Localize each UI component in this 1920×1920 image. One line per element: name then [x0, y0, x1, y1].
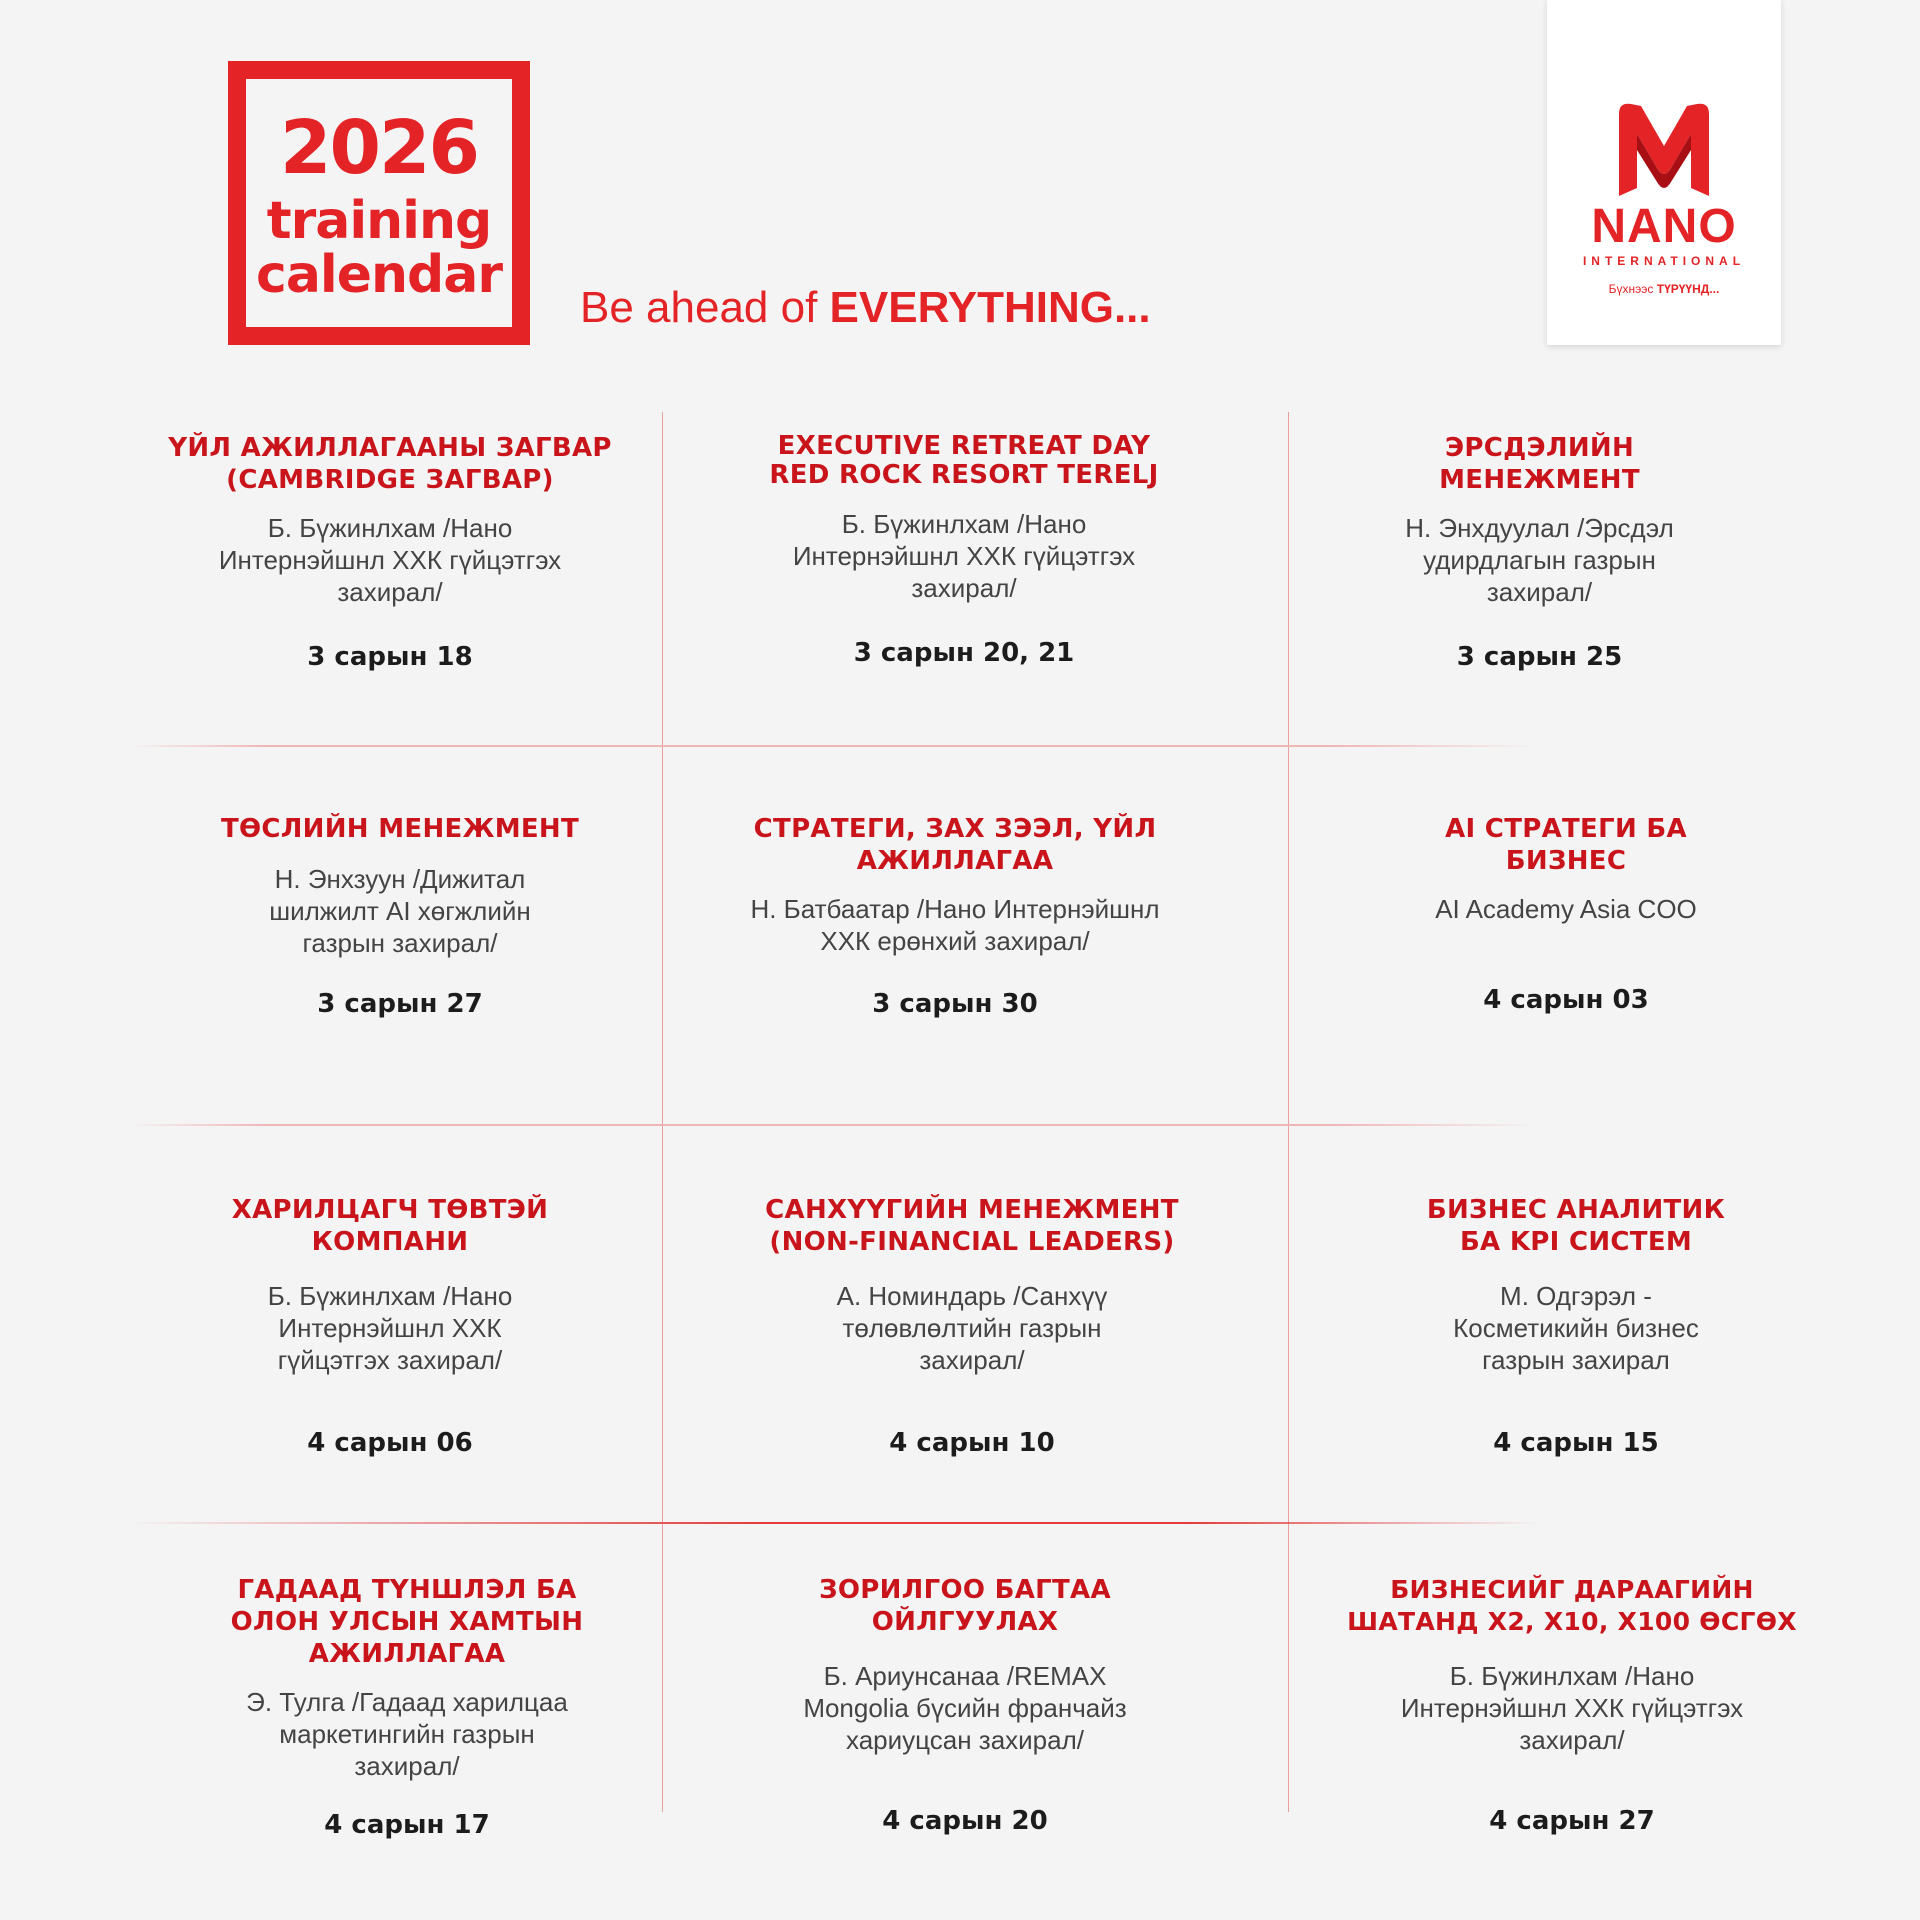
training-cell	[140, 432, 640, 682]
tagline-light: Be ahead of	[580, 283, 830, 332]
training-title: БИЗНЕСИЙГ ДАРААГИЙН ШАТАНД X2, X10, X100 ӨСГӨХ	[1347, 1575, 1797, 1636]
title-line-training: training	[266, 191, 492, 251]
grid-divider-vertical-1	[662, 412, 663, 1812]
nano-logo-icon	[1611, 100, 1717, 200]
training-title: ҮЙЛ АЖИЛЛАГААНЫ ЗАГВАР (CAMBRIDGE ЗАГВАР)	[168, 433, 612, 495]
training-date: 3 сарын 20, 21	[853, 638, 1075, 668]
training-date: 4 сарын 20	[882, 1806, 1048, 1836]
training-title: САНХҮҮГИЙН МЕНЕЖМЕНТ (NON-FINANCIAL LEADERS)	[765, 1195, 1179, 1257]
training-date: 4 сарын 15	[1493, 1428, 1659, 1458]
training-speaker: Н. Энхдуулал /Эрсдэл удирдлагын газрын захирал/	[1405, 513, 1674, 607]
training-title: ТӨСЛИЙН МЕНЕЖМЕНТ	[220, 814, 580, 844]
training-title: ЭРСДЭЛИЙН МЕНЕЖМЕНТ	[1439, 433, 1640, 495]
logo-slogan-bold: ТҮРҮҮНД...	[1656, 282, 1720, 296]
training-date: 4 сарын 03	[1483, 985, 1649, 1015]
training-speaker: Б. Бүжинлхам /Нано Интернэйшнл ХХК гүйцэтгэх захирал/	[792, 509, 1136, 603]
training-cell	[714, 432, 1214, 682]
training-title: ЗОРИЛГОО БАГТАА ОЙЛГУУЛАХ	[819, 1575, 1111, 1637]
training-speaker: Н. Энхзуун /Дижитал шилжилт AI хөгжлийн газрын захирал/	[269, 864, 531, 958]
training-cell	[1326, 1194, 1826, 1474]
title-line-calendar: calendar	[256, 245, 502, 305]
training-date: 3 сарын 18	[307, 642, 473, 672]
training-date: 4 сарын 10	[889, 1428, 1055, 1458]
training-title: ХАРИЛЦАГЧ ТӨВТЭЙ КОМПАНИ	[231, 1195, 549, 1257]
grid-divider-horizontal-3	[128, 1522, 1538, 1524]
year-label: 2026	[280, 105, 478, 191]
training-speaker: Б. Бүжинлхам /Нано Интернэйшнл ХХК гүйцэтгэх захирал/	[1400, 1661, 1744, 1755]
tagline	[580, 283, 1151, 333]
training-speaker: Н. Батбаатар /Нано Интернэйшнл ХХК ерөнхий захирал/	[750, 894, 1160, 956]
nano-logo-card	[1547, 0, 1781, 345]
training-speaker: Б. Бүжинлхам /Нано Интернэйшнл ХХК гүйцэтгэх захирал/	[218, 513, 562, 607]
training-date: 4 сарын 17	[324, 1810, 490, 1840]
training-date: 3 сарын 25	[1456, 642, 1623, 672]
training-date: 3 сарын 27	[317, 989, 483, 1019]
training-title: ГАДААД ТҮНШЛЭЛ БА ОЛОН УЛСЫН ХАМТЫН АЖИЛЛАГАА	[230, 1575, 584, 1669]
training-speaker: А. Номиндарь /Санхүү төлөвлөлтийн газрын захирал/	[836, 1281, 1108, 1375]
grid-divider-horizontal-2	[128, 1124, 1538, 1126]
training-date: 3 сарын 30	[872, 989, 1038, 1019]
training-title: СТРАТЕГИ, ЗАХ ЗЭЭЛ, ҮЙЛ АЖИЛЛАГАА	[753, 814, 1157, 876]
training-title: БИЗНЕС АНАЛИТИК БА KPI СИСТЕМ	[1426, 1195, 1726, 1257]
training-cell	[1316, 813, 1816, 1063]
grid-divider-vertical-2	[1288, 412, 1289, 1812]
training-title: EXECUTIVE RETREAT DAY RED ROCK RESORT TERELJ	[769, 431, 1159, 490]
logo-slogan	[1547, 282, 1781, 296]
training-speaker: AI Academy Asia COO	[1435, 894, 1697, 924]
tagline-bold: EVERYTHING...	[829, 283, 1151, 332]
logo-subtitle: INTERNATIONAL	[1582, 254, 1746, 268]
training-date: 4 сарын 27	[1489, 1806, 1655, 1836]
training-cell	[150, 813, 650, 1063]
training-cell	[705, 813, 1205, 1063]
logo-slogan-light: Бүхнээс	[1608, 282, 1657, 296]
training-cell	[715, 1574, 1215, 1854]
training-cell	[722, 1194, 1222, 1474]
training-date: 4 сарын 06	[307, 1428, 473, 1458]
training-cell	[140, 1194, 640, 1474]
training-cell	[157, 1574, 657, 1854]
grid-divider-horizontal-1	[128, 745, 1538, 747]
training-speaker: Э. Тулга /Гадаад харилцаа маркетингийн газрын захирал/	[246, 1687, 568, 1781]
training-title: AI СТРАТЕГИ БА БИЗНЕС	[1445, 814, 1687, 876]
calendar-title-box	[228, 61, 530, 345]
training-cell	[1302, 432, 1777, 682]
logo-wordmark: NANO	[1591, 200, 1737, 253]
training-speaker: Б. Бүжинлхам /Нано Интернэйшнл ХХК гүйцэтгэх захирал/	[267, 1281, 513, 1375]
training-speaker: Б. Ариунсанаа /REMAX Mongolia бүсийн франчайз хариуцсан захирал/	[803, 1661, 1127, 1755]
training-speaker: М. Одгэрэл - Косметикийн бизнес газрын захирал	[1453, 1281, 1699, 1375]
training-cell	[1322, 1574, 1822, 1854]
